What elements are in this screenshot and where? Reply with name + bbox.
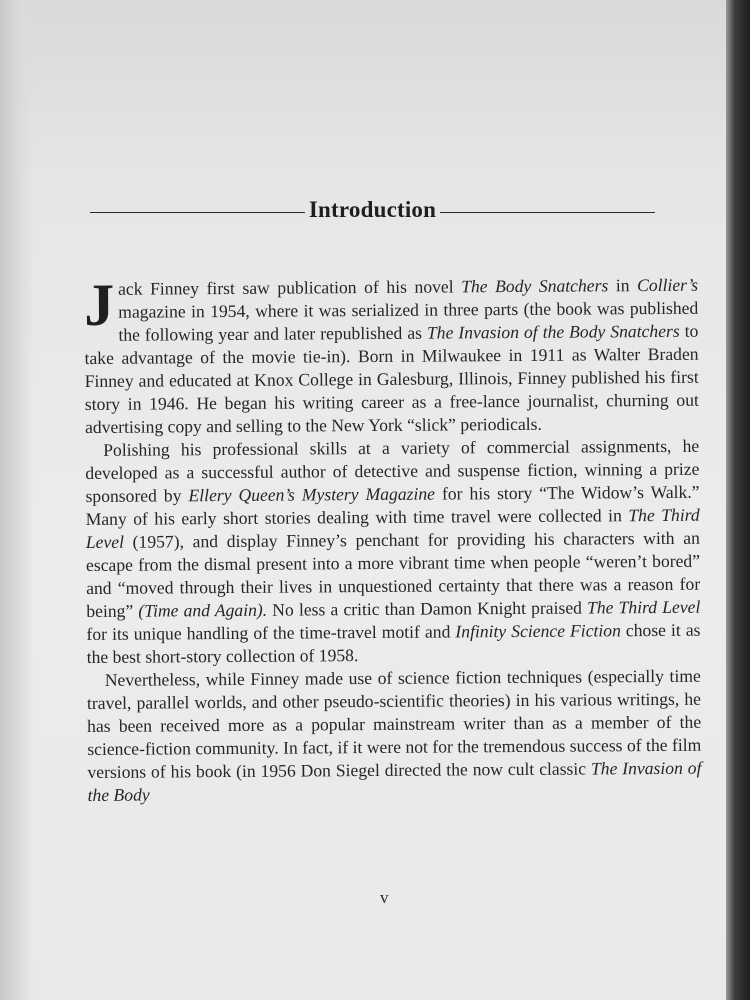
paragraph-1 (83, 271, 699, 439)
text-run: magazine in 1954, where it was serialized in three parts (the book was published the following year and later republished as (118, 297, 699, 345)
body-text (83, 271, 702, 807)
italic-title-run: Infinity Science Fiction (455, 620, 621, 642)
text-run: ack Finney first saw publication of his novel (118, 276, 462, 299)
text-run: Polishing his professional skills at a variety of commercial assignments, he developed as a successful author of detective and suspense fiction, winning a prize sponsored by (85, 435, 700, 506)
text-run: for his story “The Widow’s Walk.” Many of his early short stories dealing with time travel were collected in (85, 481, 700, 529)
page-gutter-shadow (0, 0, 34, 1000)
text-run: (1957), and display Finney’s penchant for providing his characters with an escape from the dismal present into a more vibrant time when people “weren’t bored” and “moved through their lives in unquestioned certainty that there was a reason for being” (85, 527, 701, 621)
chapter-title: Introduction (308, 197, 437, 222)
italic-title-run: The Body Snatchers (461, 275, 609, 297)
page-number: v (380, 888, 389, 907)
italic-title-run: Collier’s (637, 274, 699, 296)
chapter-heading (90, 195, 655, 225)
text-run: No less a critic than Damon Knight praised (267, 597, 588, 620)
italic-title-run: Ellery Queen’s Mystery Magazine (188, 483, 436, 506)
text-run: chose it as the best short-story collection of 1958. (86, 619, 701, 667)
italic-title-run: The Invasion of the Body Snatchers (426, 320, 680, 343)
heading-rule-left (90, 212, 305, 213)
text-run: to take advantage of the movie tie-in). Born in Milwaukee in 1911 as Walter Braden Finney and educated at Knox College in Galesburg, Illinois, Finney published his first story in 1946. He began his writing career as a free-lance journalist, churning out advertising copy and selling to the New York “slick” periodicals. (84, 320, 699, 437)
heading-rule-right (440, 212, 655, 213)
book-edge-shadow (726, 0, 750, 1000)
italic-title-run: The Third Level (586, 596, 701, 618)
text-run: for its unique handling of the time-travel motif and (86, 621, 456, 644)
text-run: Nevertheless, while Finney made use of science fiction techniques (especially time travel, parallel worlds, and other pseudo-scientific theories) in his various writings, he has been received more as a popular mainstream writer than as a member of the science-fiction community. In fact, if it were not for the tremendous success of the film versions of his book (in 1956 Don Siegel directed the now cult classic (86, 665, 702, 782)
italic-title-run: The Third Level (85, 504, 700, 552)
paragraph-2 (85, 435, 701, 669)
italic-title-run: The Invasion of the Body (87, 757, 702, 805)
drop-cap: J (83, 271, 115, 338)
text-run: in (608, 275, 638, 296)
italic-title-run: (Time and Again). (138, 599, 268, 621)
paragraph-3 (87, 665, 702, 807)
